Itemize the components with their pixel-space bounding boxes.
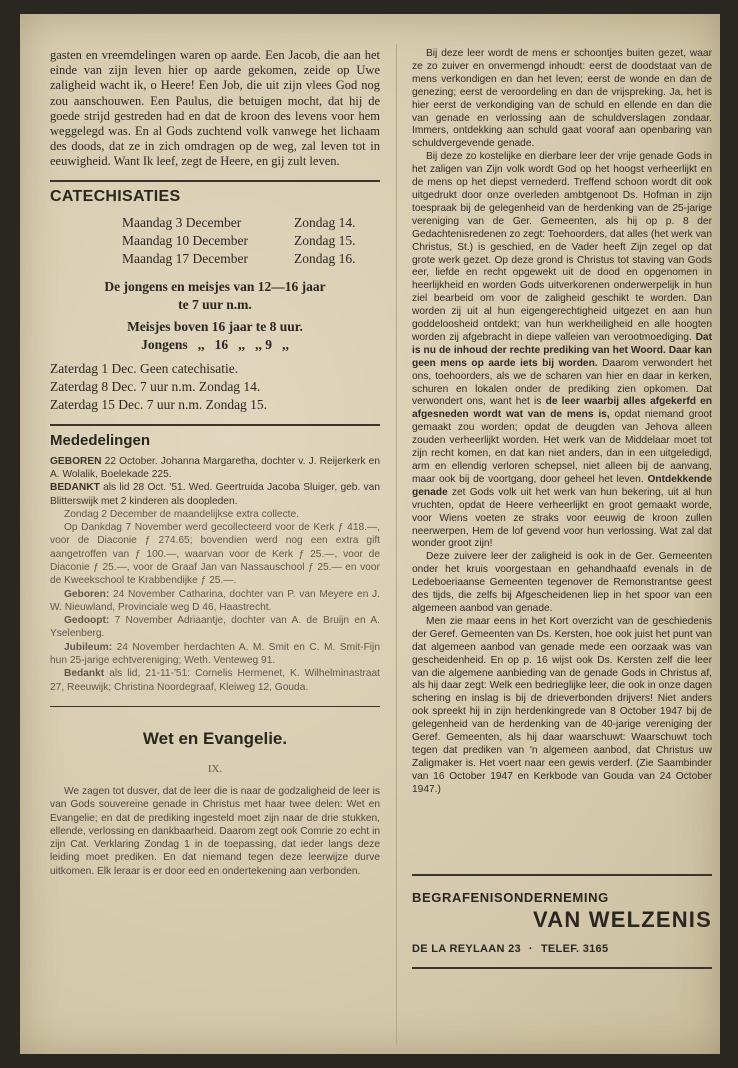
section-rule — [50, 424, 380, 426]
left-column — [50, 48, 380, 878]
article-number: IX. — [207, 762, 223, 775]
catechisatie-group: Meisjes boven 16 jaar te 8 uur. — [127, 318, 303, 334]
catechisatie-group: te 7 uur n.m. — [178, 296, 252, 312]
ad-separator: · — [528, 943, 533, 955]
right-column — [412, 48, 712, 797]
section-rule — [50, 706, 380, 707]
catechisatie-date-row: Maandag 10 December Zondag 15. — [122, 232, 356, 248]
catechisaties-section — [50, 188, 380, 414]
ad-title: BEGRAFENISONDERNEMING — [412, 890, 609, 905]
wet-en-evangelie-section — [50, 729, 380, 878]
ad-contact — [412, 943, 712, 955]
mededelingen-section — [50, 432, 380, 694]
catechisatie-date-row: Maandag 3 December Zondag 14. — [122, 214, 356, 230]
newspaper-page — [20, 14, 720, 1054]
catechisaties-heading: CATECHISATIES — [50, 187, 181, 205]
section-rule — [50, 180, 380, 182]
catechisatie-saturday: Zaterdag 8 Dec. 7 uur n.m. Zondag 14. — [50, 378, 261, 394]
ad-top-rule — [412, 874, 712, 876]
catechisatie-saturday: Zaterdag 1 Dec. Geen catechisatie. — [50, 360, 239, 376]
article-paragraph: Bij deze zo kostelijke en dierbare leer der vrije genade Gods in het zaligen van Zijn volk wordt God op het hoogst verheerlijkt en de mens op het diepst vernederd. Treffend schoon wordt dit ook uitgedrukt door onze overleden ambtgenoot Ds. Hofman in zijn toespraak bij de gelegenheid van de herdenking van de 25-jarige vereniging van de Ger. Gemeenten, als hij op p. 8 der Gedachtenisredenen zo zegt: Toehoorders, dat alles (het werk van Christus, St.) is geschied, en de Vader heeft Zijn zegel op dat grote werk gezet. Op deze grond is Christus tot staving van Gods eer, liefde en recht opgewekt uit de dood en opgenomen in heerlijkheid en worden Gods uitverkorenen onderwerpelijk in hun ziel bearbeid om voor de zaligheid geschikt te worden. Dan worden zij uit al hun eigengerechtigheid uitgezet en aan hun goddeloosheid ontdekt; van hun werkheiligheid en alle hoogten worden zij afgebracht in diepe valleien van verootmoediging. Dat is nu de inhoud der rechte prediking van het Woord. Daar kan geen mens op aarde iets bij worden. Daarom verwondert het ons, toehoorders, als we de scharen van hier en daar in kerken, schuren en lokalen onder de prediking zien opkomen. Dat verwondert ons, want het is de leer waarbij alles afgekerfd en afgesneden wordt wat van de mens is, opdat niemand groot gemaakt zou worden; opdat de deugden van Jehova alleen zouden verheerlijkt worden. Het werk van de Middelaar moet tot zijn recht komen, en dat kan niet anders, dan in een uitgeledigd, arm en ellendig verloren schepsel, niet alleen bij de aanvang, maar ook bij de voortgang, door geheel het leven. Ontdekkende genade zet Gods volk uit het werk van hun bekering, uit al hun vruchten, opdat de Heere verheerlijkt en groot gemaakt worde, voor Wiens voeten ze straks voor eeuwig de kroon zullen neerwerpen, Hem de lof gevend voor hun verlossing. Wat zal dat wonder groot zijn! — [412, 151, 713, 550]
ad-phone: TELEF. 3165 — [540, 943, 609, 955]
column-divider — [396, 44, 397, 1044]
announcement-geboren: GEBOREN 22 October. Johanna Margaretha, dochter v. J. Reijerkerk en A. Wolalik, Boelekade 225. — [50, 455, 380, 480]
mededelingen-heading: Mededelingen — [50, 431, 151, 449]
article-paragraph: Men zie maar eens in het Kort overzicht van de geschiedenis der Geref. Gemeenten van Ds. Kersten, hoe ook juist het punt van dat algemeen aanbod van genade mede een oorzaak was van gescheidenheid. En op p. 16 wijst ook Ds. Kersten zelf die leer van die algemene aanbieding van de genade Gods in Christus af, als hij daar zegt: Welk een bedrieglijke leer, die ook in onze dagen schering en inslag is bij de drieverbonden drijvers! Niet anders ook spreekt hij in zijn herdenkingrede van 8 October 1947 bij de gelegenheid van de herdenking van de 40-jarige vereniging der Geref. Gemeenten, als hij daar waarschuwt: Waarschuwt toch tegen dat prediken van 'n algemeen aanbod, dat Christus uw Zaligmaker is. Het voert naar een gewis verderf. (Zie Saambinder van 16 October 1947 en Kerkbode van Gouda van 24 October 1947.) — [412, 615, 712, 795]
funeral-advertisement — [412, 874, 712, 969]
ad-address: DE LA REYLAAN 23 — [412, 943, 521, 955]
ad-company-name: VAN WELZENIS — [533, 907, 712, 932]
announcement-dankdag: Op Dankdag 7 November werd gecollecteerd voor de Kerk ƒ 418.—, voor de Diaconie ƒ 274.65; bovendien werd nog een extra gift aangetroffen van ƒ 100.—, waarvan voor de Kerk ƒ 25.—, voor de Diaconie ƒ 25.—, voor de Graaf Jan van Nassauschool ƒ 25.— en voor de Kweekschool te Krabbendijke ƒ 25.—. — [50, 522, 380, 587]
catechisatie-date-row: Maandag 17 December Zondag 16. — [122, 250, 356, 266]
announcement-bedankt-2: Bedankt als lid, 21-11-'51: Cornelis Hermenet, K. Wilhelminastraat 27, Reeuwijk; Christina Noordegraaf, Kleiweg 12, Gouda. — [50, 668, 380, 693]
announcement-gedoopt: Gedoopt: 7 November Adriaantje, dochter van A. de Bruijn en A. Yselenberg. — [50, 615, 380, 640]
catechisatie-group: Jongens ,, 16 ,, ,, 9 ,, — [141, 336, 289, 352]
announcement-geboren-2: Geboren: 24 November Catharina, dochter van P. van Meyere en J. W. Nieuwland, Provinciale weg D 46, Haastrecht. — [50, 588, 380, 613]
announcement-bedankt: BEDANKT als lid 28 Oct. '51. Wed. Geertruida Jacoba Sluiger, geb. van Blitterswijk met 2 kinderen als doopleden. — [50, 482, 380, 507]
article-paragraph: Deze zuivere leer der zaligheid is ook in de Ger. Gemeenten onder het kruis voorgestaan en gehandhaafd evenals in de Ledeboeriaanse Gemeenten tegenover de Remonstrantse geest des tijds, die zelfs bij Afgescheidenen liep in het spoor van een algemeen aanbod van genade. — [412, 551, 712, 614]
intro-paragraph: gasten en vreemdelingen waren op aarde. Een Jacob, die aan het einde van zijn leven hier op aarde gekomen, zeide op Uwe zaligheid wacht ik, o Heere! Een Job, die uit zijn vlees God nog zou aanschouwen. Een Paulus, die betuigen mocht, dat hij de goede strijd gestreden had en dat de kroon des levens voor hem weggelegd was. En al Gods zuchtend volk vanwege het lichaam des doods, dat ze in zich omdragen op de weg, zal leven tot in eeuwigheid. Want Ik leef, zegt de Heere, en gij zult leven. — [50, 48, 380, 169]
article-paragraph: Bij deze leer wordt de mens er schoontjes buiten gezet, waar ze zo zuiver en onvermengd inhoudt: eerst de doodstaat van de mens verkondigen en dan het leven; eerst de wonde en dan de genezing; eerst de veroordeling en dan de vrijspreking. Ja, het is hier eerst de verkondiging van de schuld en ellende en dan die van genade en verlossing aan de schuldverslagen zondaar. Immers, ontdekking aan schuld gaat vooraf aan openbaring van schuldvergevende genade. — [412, 48, 712, 150]
announcement-collecte: Zondag 2 December de maandelijkse extra collecte. — [64, 508, 300, 520]
catechisatie-group: De jongens en meisjes van 12—16 jaar — [104, 278, 326, 294]
ad-bottom-rule — [412, 967, 712, 969]
announcement-jubileum: Jubileum: 24 November herdachten A. M. Smit en C. M. Smit-Fijn hun 25-jarige echtvereniging; Weth. Venteweg 91. — [50, 641, 380, 667]
wet-en-evangelie-heading: Wet en Evangelie. — [142, 728, 288, 748]
catechisatie-saturday: Zaterdag 15 Dec. 7 uur n.m. Zondag 15. — [50, 396, 268, 412]
wet-en-evangelie-body: We zagen tot dusver, dat de leer die is naar de godzaligheid de leer is van Gods souvereine genade in Christus met haar twee delen: Wet en Evangelie; en dat de prediking ingesteld moet zijn naar de drie stukken, ellende, verlossing en dankbaarheid. Daarom zegt ook Comrie zo echt in zijn Cat. Verklaring Zondag 1 in de toepassing, dat ieder langs deze leiding moet prediken. En dat niemand tegen deze leerwijze durve uitkomen. Elk leraar is er door eed en ondertekening aan verbonden. — [50, 785, 380, 877]
